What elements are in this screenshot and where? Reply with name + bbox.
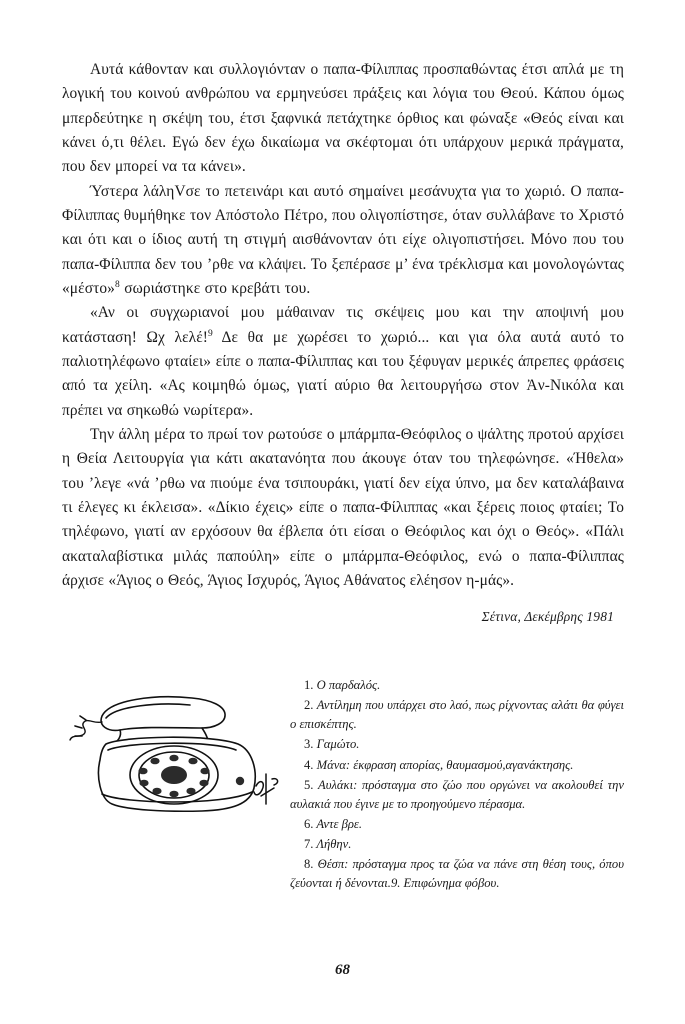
footnote-item (290, 815, 624, 834)
footnote-number: 5. (304, 777, 314, 792)
footnote-text: Αυλάκι: πρόσταγμα στο ζώο που οργώνει να ακολουθεί την αυλακιά που έγινε με το προηγούμενο πέρασμα. (290, 777, 624, 811)
footnote-text: Θέσπ: πρόσταγμα προς τα ζώα να πάνε στη θέση τους, όπου ζεύονται ή δένονται.9. Επιφώνημα φόβου. (290, 857, 624, 891)
footnote-number: 8. (304, 857, 314, 872)
place-date-signature: Σέτινα, Δεκέμβρης 1981 (481, 609, 614, 625)
footnote-item (290, 756, 624, 775)
footnote-text: Μάνα: έκφραση απορίας, θαυμασμού,αγανάκτησης. (316, 757, 574, 772)
footnote-marker-8: 8 (114, 279, 120, 290)
body-text (62, 58, 624, 625)
footnotes-list (290, 668, 624, 895)
footnote-number: 3. (304, 737, 314, 752)
rotary-telephone-drawing (62, 668, 290, 833)
paragraph-2-tail: σωριάστηκε στο κρεβάτι του. (119, 279, 311, 297)
footnote-number: 2. (304, 698, 314, 713)
footnote-number: 6. (304, 816, 314, 831)
footnote-number: 4. (304, 757, 314, 772)
footnote-text: Λήθην. (316, 837, 352, 852)
page-number: 68 (335, 962, 350, 978)
lower-section (62, 668, 624, 895)
footnote-item (290, 676, 624, 695)
footnote-number: 1. (304, 678, 314, 692)
artist-initials (254, 774, 278, 804)
paragraph-3-text: «Αν οι συγχωριανοί μου μάθαιναν τις σκέψεις μου και την αποψινή μου κατάσταση! Ωχ λελέ! (62, 304, 624, 346)
footnote-marker-9: 9 (208, 328, 213, 339)
paragraph-3-tail: Δε θα με χωρέσει το χωριό... και για όλα αυτά αυτό το παλιοτηλέφωνο φταίει» είπε ο παπα-Φίλιππας και του ξέφυγαν μερικές άπρεπες φράσεις από τα χείλη. «Ας κοιμηθώ όμως, γιατί αύριο θα λειτουργήσω στον Ἀν-Νικόλα και πρέπει να σηκωθώ νωρίτερα». (62, 328, 624, 419)
footnote-item (290, 835, 624, 854)
paragraph-1: Αυτά κάθονταν και συλλογιόνταν ο παπα-Φίλιππας προσπαθώντας έτσι απλά με τη λογική του κοινού ανθρώπου να ερμηνεύσει πράξεις και λόγια του Θεού. Κάπου όμως μπερδεύτηκε η σκέψη του, έτσι ξαφνικά πετάχτηκε όρθιος και φώναξε «Θεός είναι και κάνει ό,τι θέλει. Εγώ δεν έχω δικαίωμα να σκέφτομαι ότι υπάρχουν μερικά πράγματα, που δεν μπορεί να τα κάνει». (62, 61, 624, 176)
paragraph-3 (62, 301, 624, 423)
paragraph-2-text: Ύστερα λάληVσε το πετεινάρι και αυτό σημαίνει μεσάνυχτα για το χωριό. Ο παπα-Φίλιππας θυμήθηκε τον Απόστολο Πέτρο, που ολιγοπίστησε, όταν συλλάβανε το Χριστό και ότι και ο ίδιος αυτή τη στιγμή αισθάνονταν ότι είχε ολιγοπιστήσει. Μόνο που του παπα-Φίλιππα δεν του ’ρθε να κλάψει. Το ξεπέρασε μ’ ένα τρέκλισμα και μονολογώντας «μέστο» (62, 182, 624, 297)
paragraph-4: Την άλλη μέρα το πρωί τον ρωτούσε ο μπάρμπα-Θεόφιλος ο ψάλτης προτού αρχίσει η Θεία Λειτουργία για κάτι ακατανόητα που άκουγε όταν του τηλεφώνησε. «Ήθελα» του ’λεγε «νά ’ρθω να πιούμε ένα τσιπουράκι, γιατί δεν είχα ύπνο, μα δεν καταλάβαινα τι έλεγες κι έκλεισα». «Δίκιο έχεις» είπε ο παπα-Φίλιππας «και ξέρεις ποιος φταίει; Το τηλέφωνο, γιατί αν ερχόσουν θα έβλεπα ότι είσαι ο Θεόφιλος και όχι ο Θεός». «Πάλι ακαταλαβίστικα μιλάς παπούλη» είπε ο μπάρμπα-Θεόφιλος, ενώ ο παπα-Φίλιππας άρχισε «Άγιος ο Θεός, Άγιος Ισχυρός, Άγιος Αθάνατος ελέησον η-μάς». (62, 425, 624, 589)
footnote-item (290, 855, 624, 893)
footnote-text: Ο παρδαλός. (316, 678, 381, 692)
footnote-number: 7. (304, 837, 314, 852)
footnote-text: Αντε βρε. (316, 816, 363, 831)
footnote-text: Αντίλημη που υπάρχει στο λαό, πως ρίχνοντας αλάτι θα φύγει ο επισκέπτης. (290, 698, 625, 732)
page-content (62, 58, 624, 625)
footnote-item (290, 696, 624, 734)
footnote-text: Γαμώτο. (316, 737, 360, 752)
footnote-item (290, 776, 624, 814)
footnote-item (290, 735, 624, 754)
paragraph-2 (62, 180, 624, 302)
